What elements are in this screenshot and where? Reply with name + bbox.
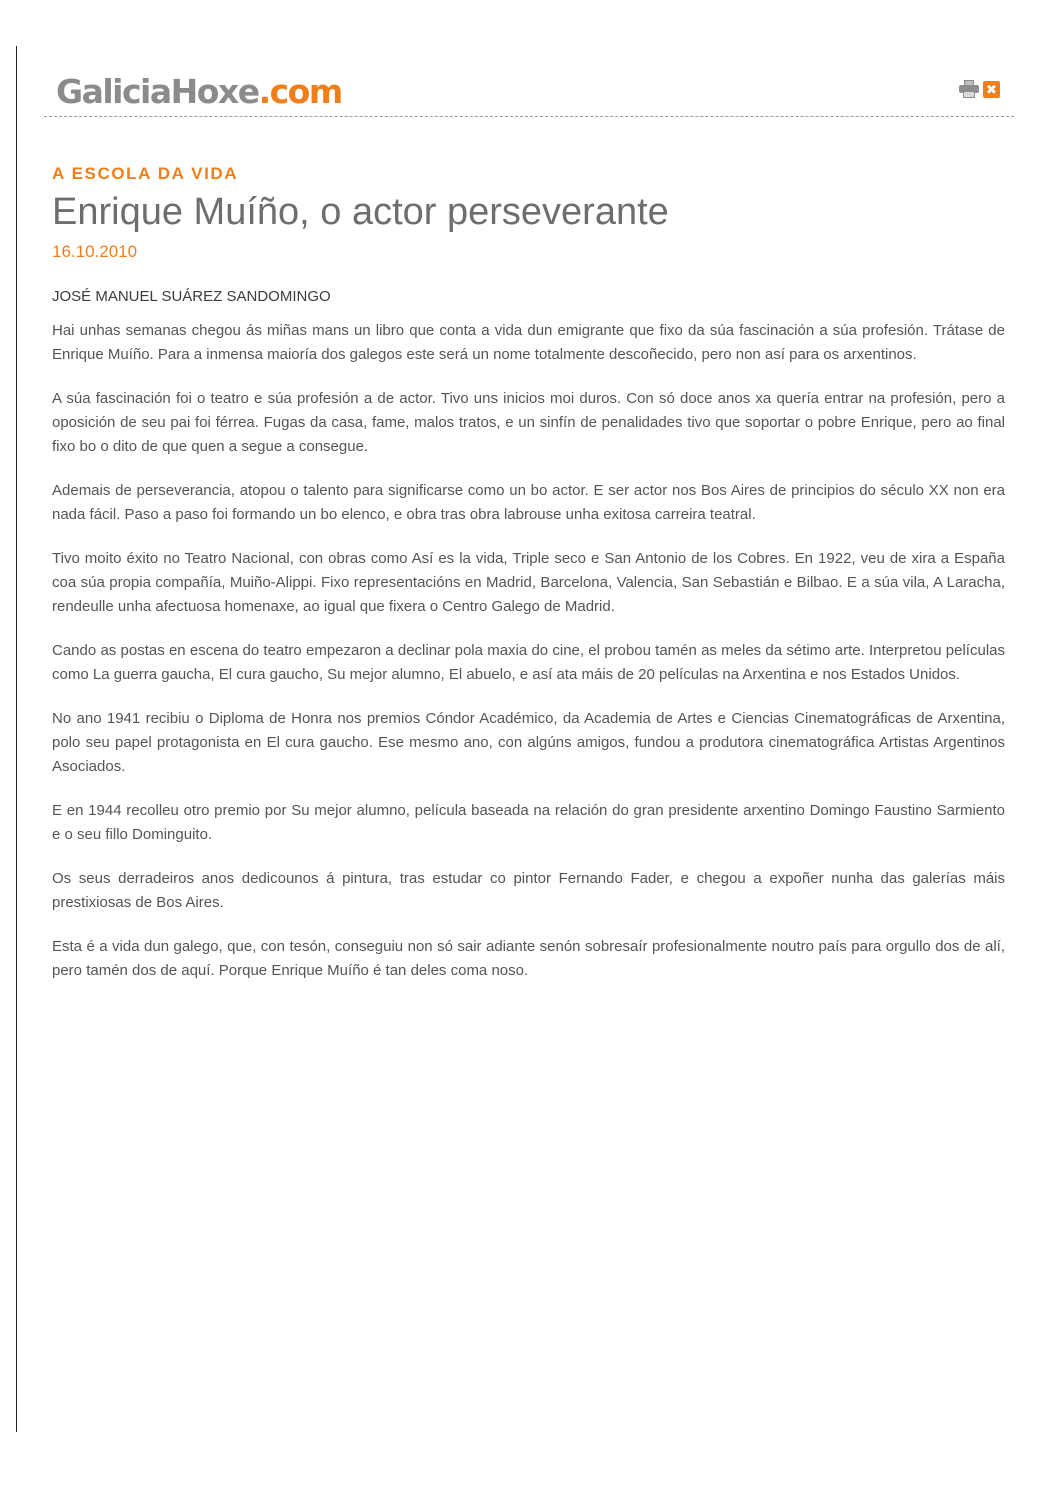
toolbar: [959, 80, 1000, 98]
logo-suffix-text: .com: [258, 72, 342, 111]
article-paragraph: A súa fascinación foi o teatro e súa profesión a de actor. Tivo uns inicios moi duros. Con só doce anos xa quería entrar na profesión, pero a oposición de seu pai foi férrea. Fugas da casa, fame, malos tratos, e un sinfín de penalidades tivo que soportar o pobre Enrique, pero ao final fixo bo o dito de que quen a segue a consegue.: [52, 390, 1005, 455]
article-paragraph: E en 1944 recolleu otro premio por Su mejor alumno, película baseada na relación do gran presidente arxentino Domingo Faustino Sarmiento e o seu fillo Dominguito.: [52, 802, 1005, 843]
site-header: [44, 70, 1014, 117]
close-icon[interactable]: ✖: [983, 81, 1000, 98]
article-date: 16.10.2010: [52, 242, 138, 261]
article-body: [52, 319, 1005, 983]
article-title: Enrique Muíño, o actor perseverante: [52, 191, 669, 233]
page-left-border: [16, 46, 17, 1432]
article-paragraph: Os seus derradeiros anos dedicounos á pintura, tras estudar co pintor Fernando Fader, e chegou a expoñer nunha das galerías máis prestixiosas de Bos Aires.: [52, 870, 1005, 911]
article-paragraph: Cando as postas en escena do teatro empezaron a declinar pola maxia do cine, el probou tamén as meles da sétimo arte. Interpretou películas como La guerra gaucha, El cura gaucho, Su mejor alumno, El abuelo, e así ata máis de 20 películas na Arxentina e nos Estados Unidos.: [52, 642, 1005, 683]
article-paragraph: Esta é a vida dun galego, que, con tesón, conseguiu non só sair adiante senón sobresaír profesionalmente noutro país para orgullo dos de alí, pero tamén dos de aquí. Porque Enrique Muíño é tan deles coma noso.: [52, 938, 1005, 979]
article-author: JOSÉ MANUEL SUÁREZ SANDOMINGO: [52, 288, 331, 305]
site-logo[interactable]: [56, 72, 342, 112]
article: [52, 163, 1005, 1003]
article-paragraph: Hai unhas semanas chegou ás miñas mans un libro que conta a vida dun emigrante que fixo da súa fascinación a súa profesión. Trátase de Enrique Muíño. Para a inmensa maioría dos galegos este será un nome totalmente descoñecido, pero non así para os arxentinos.: [52, 322, 1005, 363]
article-section: A ESCOLA DA VIDA: [52, 164, 239, 183]
print-icon[interactable]: [959, 80, 979, 98]
logo-main-text: GaliciaHoxe: [56, 72, 259, 111]
article-paragraph: Ademais de perseverancia, atopou o talento para significarse como un bo actor. E ser actor nos Bos Aires de principios do século XX non era nada fácil. Paso a paso foi formando un bo elenco, e obra tras obra labrouse unha exitosa carreira teatral.: [52, 482, 1005, 523]
article-paragraph: No ano 1941 recibiu o Diploma de Honra nos premios Cóndor Académico, da Academia de Artes e Ciencias Cinematográficas de Arxentina, polo seu papel protagonista en El cura gaucho. Ese mesmo ano, con algúns amigos, fundou a produtora cinematográfica Artistas Argentinos Asociados.: [52, 710, 1005, 775]
article-paragraph: Tivo moito éxito no Teatro Nacional, con obras como Así es la vida, Triple seco e San Antonio de los Cobres. En 1922, veu de xira a España coa súa propia compañía, Muiño-Alippi. Fixo representacións en Madrid, Barcelona, Valencia, San Sebastián e Bilbao. E a súa vila, A Laracha, rendeulle unha afectuosa homenaxe, ao igual que fixera o Centro Galego de Madrid.: [52, 550, 1005, 615]
